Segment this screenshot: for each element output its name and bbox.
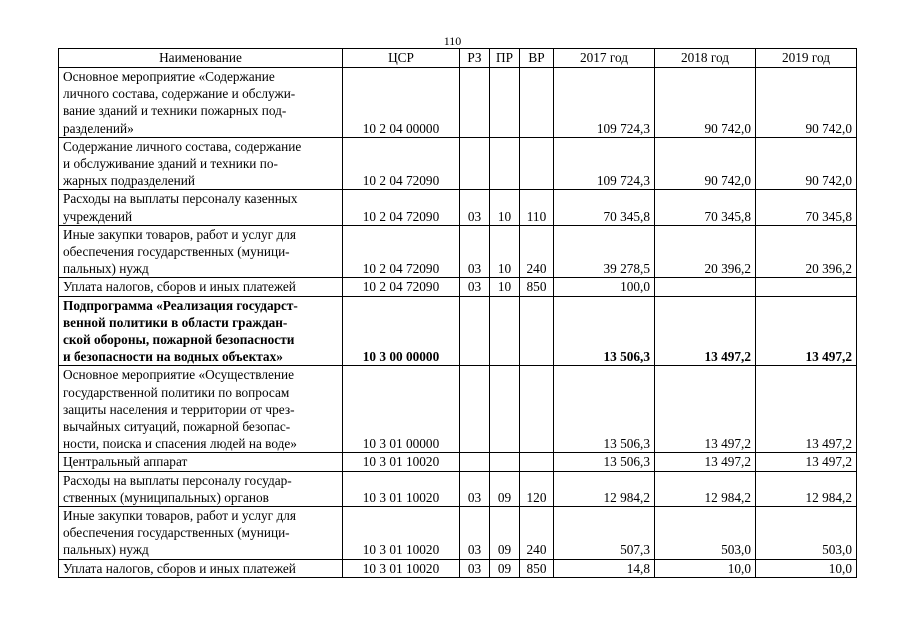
cell-rz [460,366,490,453]
cell-2019: 20 396,2 [756,225,857,278]
header-2017: 2017 год [554,49,655,68]
table-row [59,453,857,471]
cell-2019: 13 497,2 [756,453,857,471]
cell-2017: 13 506,3 [554,296,655,366]
table-row [59,507,857,560]
cell-name: Иные закупки товаров, работ и услуг для обеспечения государственных (муници- пальных) нужд [59,225,343,278]
cell-2017: 39 278,5 [554,225,655,278]
cell-pr: 10 [490,225,520,278]
cell-csr: 10 3 01 10020 [343,507,460,560]
cell-pr: 10 [490,278,520,296]
cell-name: Подпрограмма «Реализация государст- венной политики в области граждан- ской обороны, пожарной безопасности и безопасности на водных объектах» [59,296,343,366]
cell-2019: 70 345,8 [756,190,857,225]
cell-name: Иные закупки товаров, работ и услуг для обеспечения государственных (муници- пальных) нужд [59,507,343,560]
cell-name: Уплата налогов, сборов и иных платежей [59,559,343,577]
cell-pr [490,453,520,471]
table-row [59,68,857,138]
cell-csr: 10 2 04 72090 [343,137,460,190]
header-2019: 2019 год [756,49,857,68]
cell-2018: 503,0 [655,507,756,560]
cell-2019: 12 984,2 [756,471,857,506]
cell-rz [460,296,490,366]
header-name: Наименование [59,49,343,68]
cell-pr: 10 [490,190,520,225]
cell-vr: 850 [520,559,554,577]
cell-2019: 13 497,2 [756,296,857,366]
cell-pr: 09 [490,471,520,506]
cell-2018: 90 742,0 [655,68,756,138]
cell-csr: 10 2 04 00000 [343,68,460,138]
cell-name: Уплата налогов, сборов и иных платежей [59,278,343,296]
cell-csr: 10 2 04 72090 [343,225,460,278]
cell-name: Содержание личного состава, содержание и обслуживание зданий и техники по- жарных подразделений [59,137,343,190]
cell-2018: 10,0 [655,559,756,577]
cell-2019: 10,0 [756,559,857,577]
cell-2017: 109 724,3 [554,137,655,190]
page-number: 110 [443,34,462,48]
cell-name: Расходы на выплаты персоналу государ- ственных (муниципальных) органов [59,471,343,506]
cell-csr: 10 3 01 10020 [343,453,460,471]
cell-pr [490,296,520,366]
table-row [59,190,857,225]
cell-2017: 13 506,3 [554,453,655,471]
table-row [59,137,857,190]
cell-2019: 13 497,2 [756,366,857,453]
cell-csr: 10 3 01 00000 [343,366,460,453]
cell-name: Основное мероприятие «Содержание личного состава, содержание и обслужи- вание зданий и техники пожарных под- разделений» [59,68,343,138]
cell-csr: 10 2 04 72090 [343,190,460,225]
cell-name: Центральный аппарат [59,453,343,471]
cell-pr [490,366,520,453]
header-csr: ЦСР [343,49,460,68]
header-pr: ПР [490,49,520,68]
cell-csr: 10 2 04 72090 [343,278,460,296]
budget-table [58,48,857,578]
cell-rz: 03 [460,559,490,577]
cell-2018: 70 345,8 [655,190,756,225]
cell-vr: 120 [520,471,554,506]
cell-rz: 03 [460,471,490,506]
cell-rz: 03 [460,190,490,225]
cell-csr: 10 3 00 00000 [343,296,460,366]
cell-name: Расходы на выплаты персоналу казенных учреждений [59,190,343,225]
table-row [59,366,857,453]
cell-rz: 03 [460,225,490,278]
cell-2017: 507,3 [554,507,655,560]
cell-csr: 10 3 01 10020 [343,471,460,506]
cell-vr [520,137,554,190]
cell-pr [490,68,520,138]
cell-2019: 503,0 [756,507,857,560]
cell-vr: 110 [520,190,554,225]
table-row [59,296,857,366]
cell-rz [460,68,490,138]
cell-pr [490,137,520,190]
cell-2018 [655,278,756,296]
table-row [59,559,857,577]
cell-2017: 12 984,2 [554,471,655,506]
table-header-row [59,49,857,68]
cell-2018: 13 497,2 [655,296,756,366]
cell-vr [520,68,554,138]
table-row [59,278,857,296]
cell-2018: 12 984,2 [655,471,756,506]
header-2018: 2018 год [655,49,756,68]
header-rz: РЗ [460,49,490,68]
cell-vr [520,296,554,366]
cell-2019 [756,278,857,296]
cell-vr [520,453,554,471]
cell-2017: 70 345,8 [554,190,655,225]
cell-2018: 13 497,2 [655,366,756,453]
cell-pr: 09 [490,507,520,560]
cell-rz [460,137,490,190]
cell-vr: 240 [520,507,554,560]
cell-rz [460,453,490,471]
cell-2018: 20 396,2 [655,225,756,278]
cell-2017: 14,8 [554,559,655,577]
cell-vr: 850 [520,278,554,296]
cell-2017: 100,0 [554,278,655,296]
cell-2017: 13 506,3 [554,366,655,453]
cell-2017: 109 724,3 [554,68,655,138]
cell-csr: 10 3 01 10020 [343,559,460,577]
cell-pr: 09 [490,559,520,577]
cell-vr [520,366,554,453]
table-body [59,68,857,578]
cell-2019: 90 742,0 [756,68,857,138]
cell-rz: 03 [460,278,490,296]
table-row [59,471,857,506]
cell-rz: 03 [460,507,490,560]
header-vr: ВР [520,49,554,68]
cell-2019: 90 742,0 [756,137,857,190]
table-row [59,225,857,278]
cell-2018: 13 497,2 [655,453,756,471]
cell-vr: 240 [520,225,554,278]
cell-name: Основное мероприятие «Осуществление государственной политики по вопросам защиты населения и территории от чрез- вычайных ситуаций, пожарной безопас- ности, поиска и спасения людей на воде» [59,366,343,453]
cell-2018: 90 742,0 [655,137,756,190]
